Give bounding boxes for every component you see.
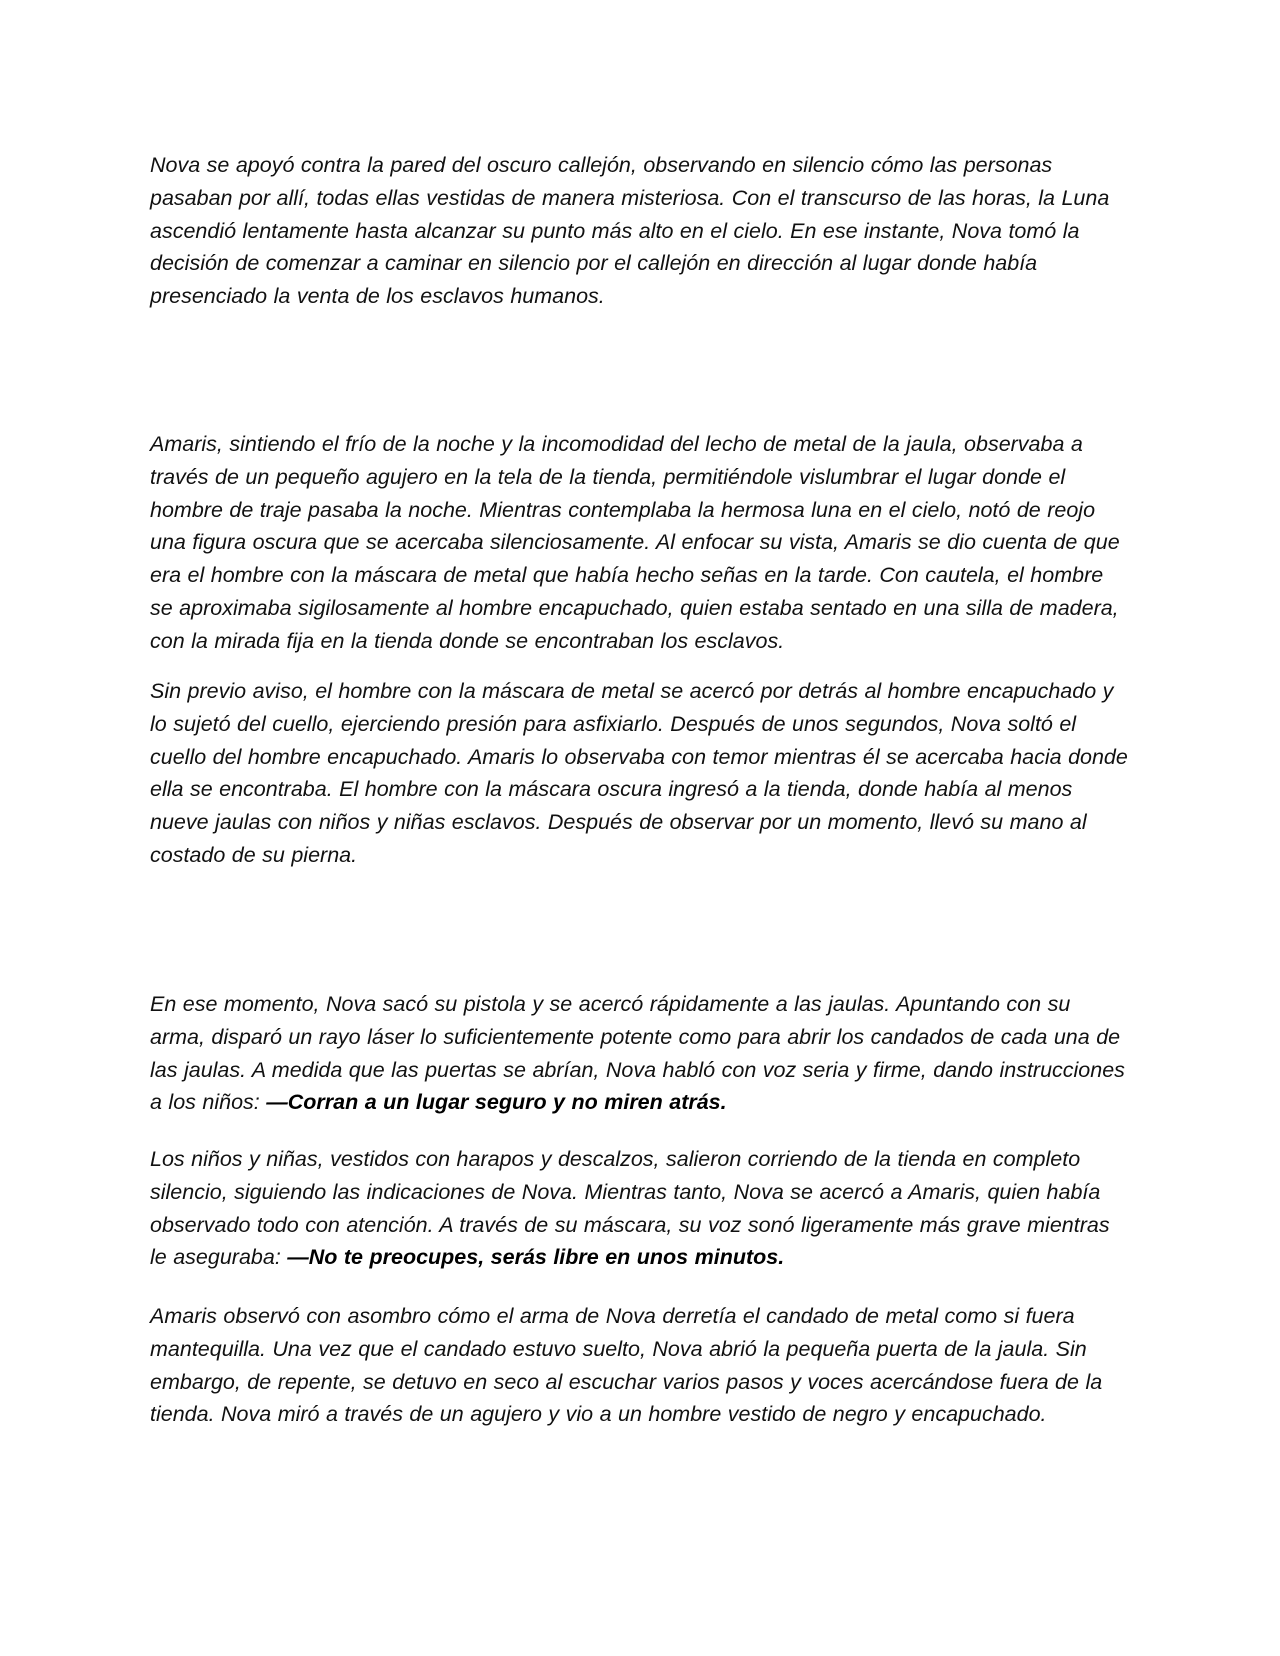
- paragraph-4: [150, 988, 1130, 1119]
- paragraph-5: [150, 1143, 1130, 1274]
- paragraph-4-dialogue: —Corran a un lugar seguro y no miren atrás.: [266, 1090, 727, 1115]
- paragraph-2-text: Amaris, sintiendo el frío de la noche y la incomodidad del lecho de metal de la jaula, observaba a través de un pequeño agujero en la tela de la tienda, permitiéndole vislumbrar el lugar donde el hombre de traje pasaba la noche. Mientras contemplaba la hermosa luna en el cielo, notó de reojo una figura oscura que se acercaba silenciosamente. Al enfocar su vista, Amaris se dio cuenta de que era el hombre con la máscara de metal que había hecho señas en la tarde. Con cautela, el hombre se aproximaba sigilosamente al hombre encapuchado, quien estaba sentado en una silla de madera, con la mirada fija en la tienda donde se encontraban los esclavos.: [150, 432, 1120, 653]
- paragraph-3: [150, 675, 1130, 872]
- paragraph-3-text: Sin previo aviso, el hombre con la máscara de metal se acercó por detrás al hombre encapuchado y lo sujetó del cuello, ejerciendo presión para asfixiarlo. Después de unos segundos, Nova soltó el cuello del hombre encapuchado. Amaris lo observaba con temor mientras él se acercaba hacia donde ella se encontraba. El hombre con la máscara oscura ingresó a la tienda, donde había al menos nueve jaulas con niños y niñas esclavos. Después de observar por un momento, llevó su mano al costado de su pierna.: [150, 679, 1128, 867]
- paragraph-6: [150, 1300, 1130, 1431]
- paragraph-2: [150, 428, 1130, 658]
- paragraph-4-text: En ese momento, Nova sacó su pistola y se acercó rápidamente a las jaulas. Apuntando con su arma, disparó un rayo láser lo suficientemente potente como para abrir los candados de cada una de las jaulas. A medida que las puertas se abrían, Nova habló con voz seria y firme, dando instrucciones a los niños:: [150, 992, 1125, 1115]
- paragraph-6-text: Amaris observó con asombro cómo el arma de Nova derretía el candado de metal como si fuera mantequilla. Una vez que el candado estuvo suelto, Nova abrió la pequeña puerta de la jaula. Sin embargo, de repente, se detuvo en seco al escuchar varios pasos y voces acercándose fuera de la tienda. Nova miró a través de un agujero y vio a un hombre vestido de negro y encapuchado.: [150, 1304, 1103, 1427]
- paragraph-5-text: Los niños y niñas, vestidos con harapos y descalzos, salieron corriendo de la tienda en completo silencio, siguiendo las indicaciones de Nova. Mientras tanto, Nova se acercó a Amaris, quien había observado todo con atención. A través de su máscara, su voz sonó ligeramente más grave mientras le aseguraba:: [150, 1147, 1110, 1270]
- paragraph-1: [150, 149, 1130, 313]
- paragraph-5-dialogue: —No te preocupes, serás libre en unos minutos.: [287, 1245, 785, 1270]
- paragraph-1-text: Nova se apoyó contra la pared del oscuro callejón, observando en silencio cómo las personas pasaban por allí, todas ellas vestidas de manera misteriosa. Con el transcurso de las horas, la Luna ascendió lentamente hasta alcanzar su punto más alto en el cielo. En ese instante, Nova tomó la decisión de comenzar a caminar en silencio por el callejón en dirección al lugar donde había presenciado la venta de los esclavos humanos.: [150, 153, 1110, 309]
